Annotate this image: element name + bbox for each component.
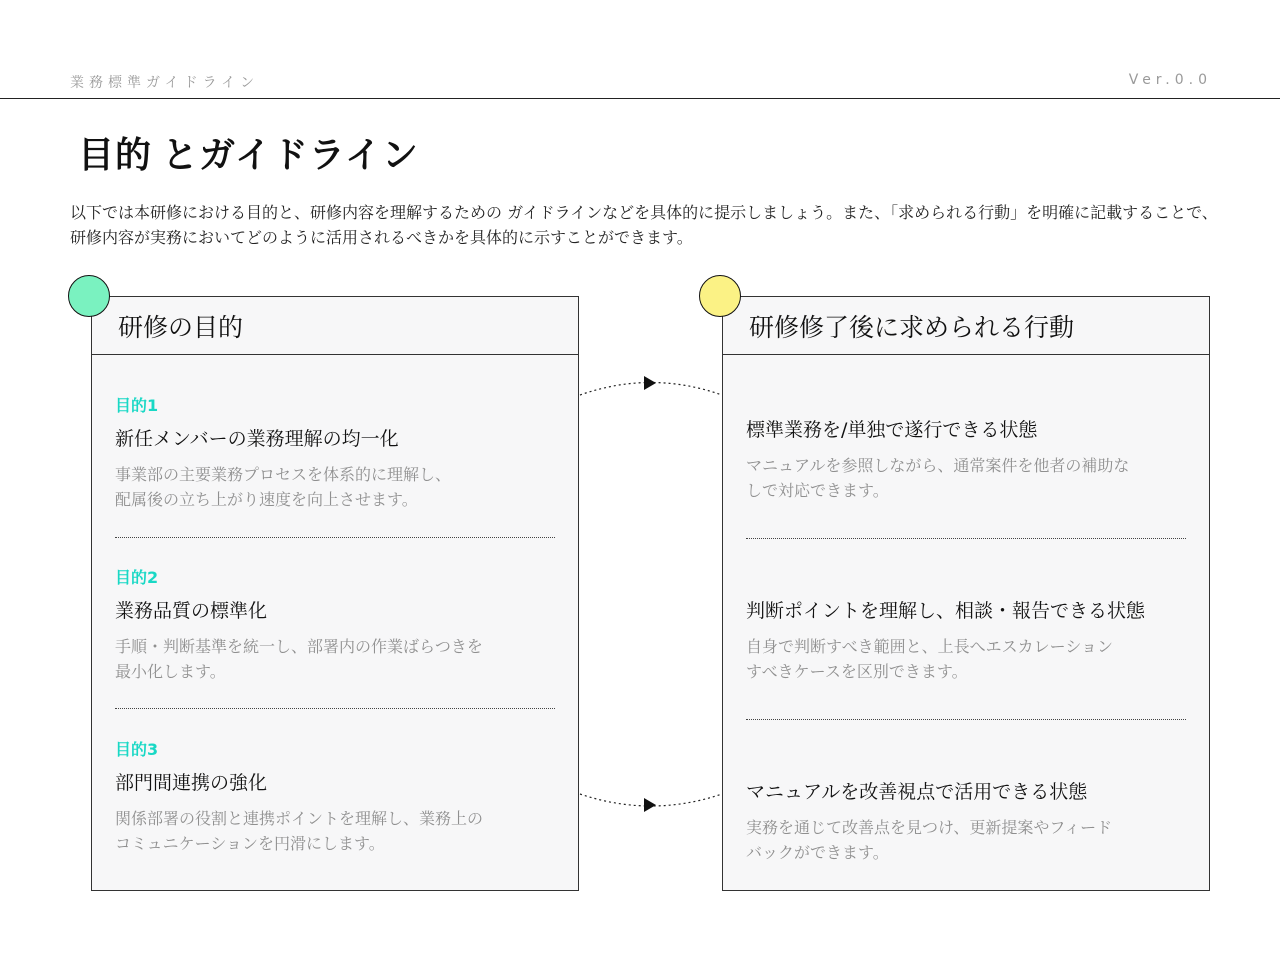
item-divider (746, 538, 1186, 539)
page-title (70, 124, 419, 180)
objective-label: 目的1 (115, 396, 159, 415)
bottom-arrow-head-icon (644, 798, 656, 812)
title-highlight: 目的 (70, 127, 160, 178)
action-item-2 (746, 588, 1186, 684)
objective-description: 事業部の主要業務プロセスを体系的に理解し、 配属後の立ち上がり速度を向上させます。 (115, 465, 452, 509)
objective-item-1 (115, 393, 555, 512)
action-description: 実務を通じて改善点を見つけ、更新提案やフィード バックができます。 (746, 818, 1113, 862)
objectives-marker-dot (68, 275, 110, 317)
card-connector-arrows (578, 360, 724, 830)
objective-label: 目的2 (115, 568, 159, 587)
expected-actions-card (722, 296, 1210, 891)
item-divider (115, 537, 555, 538)
action-description: 自身で判断すべき範囲と、上長へエスカレーション すべきケースを区別できます。 (746, 637, 1114, 681)
objective-label: 目的3 (115, 740, 159, 759)
action-title: 判断ポイントを理解し、相談・報告できる状態 (746, 600, 1146, 622)
top-arrow-head-icon (644, 376, 656, 390)
action-title: 標準業務を/単独で遂行できる状態 (746, 419, 1038, 441)
item-divider (746, 719, 1186, 720)
item-divider (115, 708, 555, 709)
objective-item-2 (115, 565, 555, 684)
expected-actions-card-heading: 研修修了後に求められる行動 (723, 297, 1209, 355)
objective-description: 関係部署の役割と連携ポイントを理解し、業務上の コミュニケーションを円滑にします。 (115, 809, 484, 853)
document-label: 業務標準ガイドライン (70, 75, 260, 91)
objective-title: 業務品質の標準化 (115, 600, 268, 622)
objective-title: 部門間連携の強化 (115, 772, 268, 794)
title-rest: とガイドライン (162, 134, 419, 176)
objective-item-3 (115, 737, 555, 856)
header-divider (0, 98, 1280, 99)
actions-marker-dot (699, 275, 741, 317)
action-item-3 (746, 769, 1186, 865)
action-item-1 (746, 407, 1186, 503)
objective-title: 新任メンバーの業務理解の均一化 (115, 428, 399, 450)
objectives-card-heading: 研修の目的 (92, 297, 578, 355)
objective-description: 手順・判断基準を統一し、部署内の作業ばらつきを 最小化します。 (115, 637, 483, 681)
intro-text: 以下では本研修における目的と、研修内容を理解するための ガイドラインなどを具体的に提示しましょう。また、「求められる行動」を明確に記載することで、研修内容が実務においてどのように活用されるべきかを具体的に示すことができます。 (70, 203, 1218, 247)
action-description: マニュアルを参照しながら、通常案件を他者の補助な しで対応できます。 (746, 456, 1130, 500)
version-label: Ver.0.0 (1128, 72, 1212, 88)
action-title: マニュアルを改善視点で活用できる状態 (746, 781, 1088, 803)
objectives-card (91, 296, 579, 891)
